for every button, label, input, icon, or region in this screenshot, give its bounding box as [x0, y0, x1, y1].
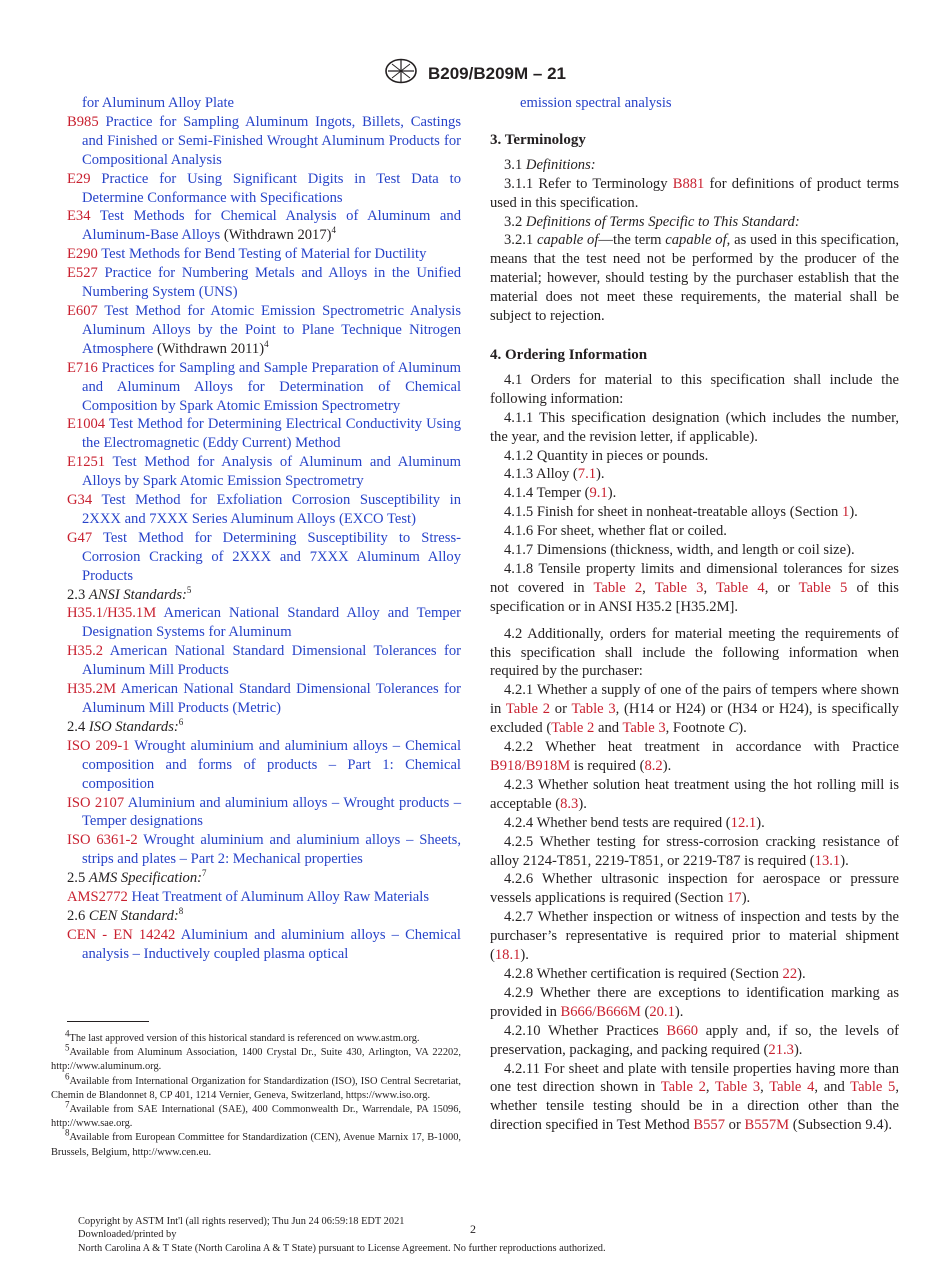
ref-link[interactable]: B881	[672, 175, 705, 192]
table-link[interactable]: Table 2	[551, 720, 595, 737]
footnote-item	[51, 1071, 461, 1103]
section-4-heading: 4. Ordering Information	[490, 346, 648, 363]
page-number: 2	[470, 1222, 476, 1236]
para-4-1-2: 4.1.2 Quantity in pieces or pounds.	[504, 447, 709, 464]
footer-downloaded: Downloaded/printed by	[78, 1229, 177, 1241]
ref-continuation[interactable]: for Aluminum Alloy Plate	[82, 95, 235, 111]
reference-title[interactable]: Practice for Numbering Metals and Alloys in the Unified Numbering System (UNS)	[82, 265, 461, 301]
reference-title[interactable]: Wrought aluminium and aluminium alloys – Chemical composition and forms of products – Part 1: Chemical composition	[82, 737, 462, 792]
para-4-2-2: 4.2.2 Whether heat treatment in accordance with Practice B918/B918M is required (8.2).	[490, 739, 899, 774]
reference-entry	[67, 642, 461, 680]
section-link[interactable]: 20.1	[649, 1003, 675, 1020]
reference-code[interactable]: G34	[67, 492, 93, 509]
footnote-number: 6	[65, 1071, 70, 1082]
reference-title[interactable]: Heat Treatment of Aluminum Alloy Raw Materials	[131, 889, 430, 906]
para-4-2-10: 4.2.10 Whether Practices B660 apply and, if so, the levels of preservation, packaging, and packing required (21.3).	[490, 1022, 900, 1058]
reference-title[interactable]: American National Standard Dimensional Tolerances for Aluminum Mill Products (Metric)	[82, 681, 462, 716]
para-4-1-8: 4.1.8 Tensile property limits and dimensional tolerances for sizes not covered in Table 2, Table 3, Table 4, or Table 5 of this specification or in ANSI H35.2 [H35.2M].	[490, 560, 899, 615]
reference-title[interactable]: American National Standard Alloy and Temper Designation Systems for Aluminum	[82, 605, 462, 641]
reference-entry	[67, 264, 461, 302]
footnote-rule	[67, 1021, 149, 1022]
table-link[interactable]: Table 3	[571, 701, 616, 718]
section-2-3: 2.3 ANSI Standards:$^5$	[67, 584, 192, 603]
reference-title[interactable]: Test Methods for Bend Testing of Material for Ductility	[101, 246, 427, 263]
reference-title[interactable]: Practices for Sampling and Sample Preparation of Aluminum and Aluminum Alloys for Determination of Chemical Composition by Spark Atomic Emission Spectrometry	[82, 359, 461, 414]
reference-entry	[67, 170, 461, 208]
ref-link[interactable]: B660	[666, 1022, 699, 1039]
reference-entry	[67, 680, 461, 718]
section-link[interactable]: 9.1	[589, 485, 608, 502]
reference-entry	[67, 926, 461, 964]
footnote-number: 5	[65, 1042, 70, 1053]
section-link[interactable]: 8.2	[644, 758, 663, 774]
reference-entry	[67, 415, 461, 453]
footnote-item	[51, 1099, 461, 1131]
reference-title[interactable]: Test Method for Determining Electrical Conductivity Using the Electromagnetic (Eddy Current) Method	[82, 416, 462, 452]
section-link[interactable]: 13.1	[814, 852, 841, 869]
table-link[interactable]: Table 3	[654, 579, 704, 596]
footnote-text: The last approved version of this historical standard is referenced on www.astm.org.	[69, 1033, 420, 1044]
reference-code[interactable]: E290	[67, 246, 98, 263]
reference-code[interactable]: E607	[67, 302, 98, 319]
reference-note: (Withdrawn 2017)	[220, 227, 332, 244]
ref-link[interactable]: B918/B918M	[490, 758, 571, 774]
footnote-text: Available from International Organization for Standardization (ISO), ISO Central Secretariat, Chemin de Blandonnet 8, CP 401, 1214 Vernier, Geneva, Switzerland, https://www.iso.org.	[51, 1075, 461, 1101]
reference-entry	[67, 207, 461, 245]
para-4-2-6: 4.2.6 Whether ultrasonic inspection for aerospace or pressure vessels applications is required (Section 17).	[490, 871, 899, 907]
footnote-number: 7	[65, 1099, 70, 1110]
para-4-2-9: 4.2.9 Whether there are exceptions to identification marking as provided in B666/B666M (20.1).	[490, 984, 899, 1020]
table-link[interactable]: Table 2	[593, 579, 643, 596]
para-4-1-1: 4.1.1 This specification designation (which includes the number, the year, and the revision letter, if applicable).	[490, 409, 899, 445]
section-link[interactable]: 22	[782, 965, 798, 982]
left-column	[67, 94, 461, 964]
section-link[interactable]: 7.1	[577, 466, 597, 483]
ref-continuation-right[interactable]: emission spectral analysis	[520, 95, 672, 111]
reference-title[interactable]: Test Method for Determining Susceptibility to Stress-Corrosion Cracking of 2XXX and 7XXX Aluminum Alloy Products	[82, 529, 461, 584]
reference-entry	[67, 529, 461, 586]
footnote-text: Available from European Committee for Standardization (CEN), Avenue Marnix 17, B-1000, Brussels, Belgium, http://www.cen.eu.	[51, 1132, 461, 1158]
table-link[interactable]: Table 3	[622, 720, 666, 737]
reference-title[interactable]: American National Standard Dimensional Tolerances for Aluminum Mill Products	[82, 643, 462, 679]
reference-code[interactable]: E1004	[67, 416, 106, 433]
footnote-item	[51, 1028, 461, 1046]
section-link[interactable]: 17	[727, 890, 742, 907]
ref-link[interactable]: B666/B666M	[560, 1003, 641, 1020]
reference-note: (Withdrawn 2011)	[153, 340, 265, 357]
reference-code[interactable]: ISO 209-1	[67, 737, 130, 754]
reference-code[interactable]: CEN - EN 14242	[67, 926, 176, 943]
reference-entry	[67, 604, 461, 642]
table-link[interactable]: Table 3	[714, 1079, 761, 1096]
para-4-1-4: 4.1.4 Temper (9.1).	[504, 485, 617, 502]
footnote-text: Available from SAE International (SAE), 400 Commonwealth Dr., Warrendale, PA 15096, http://www.sae.org.	[51, 1104, 461, 1130]
reference-title[interactable]: Aluminium and aluminium alloys – Chemical analysis – Inductively coupled plasma optical	[82, 926, 461, 962]
reference-code[interactable]: G47	[67, 529, 93, 546]
reference-code[interactable]: B985	[67, 113, 99, 130]
reference-entry	[67, 245, 461, 264]
section-link[interactable]: 8.3	[560, 795, 579, 812]
para-4-2-3: 4.2.3 Whether solution heat treatment using the hot rolling mill is acceptable (8.3).	[490, 776, 899, 812]
reference-code[interactable]: E527	[67, 265, 98, 282]
ref-link[interactable]: B557M	[744, 1117, 790, 1134]
reference-code[interactable]: H35.2M	[67, 681, 117, 698]
reference-title[interactable]: Aluminium and aluminium alloys – Wrought products – Temper designations	[82, 794, 462, 830]
reference-title[interactable]: Test Method for Exfoliation Corrosion Susceptibility in 2XXX and 7XXX Series Aluminum Alloys (EXCO Test)	[82, 492, 462, 527]
table-link[interactable]: Table 2	[505, 701, 551, 718]
section-2-4: 2.4 ISO Standards:$^6$	[67, 717, 184, 735]
right-column	[490, 94, 899, 1135]
para-4-2-1: 4.2.1 Whether a supply of one of the pairs of tempers where shown in Table 2 or Table 3, (H14 or H24) or (H34 or H24), is specifically excluded (Table 2 and Table 3, Footnote C).	[490, 682, 899, 737]
reference-title[interactable]: Wrought aluminium and aluminium alloys – Sheets, strips and plates – Part 2: Mechanical properties	[82, 832, 462, 868]
reference-code[interactable]: H35.2	[67, 643, 104, 660]
section-link[interactable]: 18.1	[494, 947, 521, 964]
reference-code[interactable]: E34	[67, 208, 91, 225]
para-3-1: 3.1 Definitions:	[504, 156, 596, 173]
reference-entry	[67, 794, 461, 832]
page-footer	[78, 1215, 898, 1255]
reference-entry	[67, 302, 461, 359]
para-3-1-1: 3.1.1 Refer to Terminology B881 for definitions of product terms used in this specification.	[490, 175, 899, 211]
footnote-number: 4	[65, 1028, 70, 1039]
para-4-2-7: 4.2.7 Whether inspection or witness of inspection and tests by the purchaser’s representative is required prior to material shipment (18.1).	[490, 909, 899, 964]
footnote-item	[51, 1042, 461, 1074]
reference-title[interactable]: Practice for Sampling Aluminum Ingots, Billets, Castings and Finished or Semi-Finished Wrought Aluminum Products for Compositional Analysis	[82, 113, 462, 168]
reference-code[interactable]: ISO 6361-2	[67, 832, 138, 849]
footer-license: North Carolina A & T State (North Carolina A & T State) pursuant to License Agreement. No further reproductions authorized.	[78, 1242, 606, 1254]
para-3-2: 3.2 Definitions of Terms Specific to This Standard:	[504, 213, 800, 230]
reference-title[interactable]: Test Method for Analysis of Aluminum and Aluminum Alloys by Spark Atomic Emission Spectrometry	[82, 454, 462, 490]
standard-designation: B209/B209M – 21	[428, 63, 566, 83]
reference-entry	[67, 453, 461, 491]
para-4-2-4: 4.2.4 Whether bend tests are required (12.1).	[504, 814, 765, 831]
reference-entry	[67, 831, 461, 869]
para-4-2-11: 4.2.11 For sheet and plate with tensile properties having more than one test direction shown in Table 2, Table 3, Table 4, and Table 5, whether tensile testing should be in a direction other than the direction specified in Test Method B557 or B557M (Subsection 9.4).	[490, 1060, 899, 1134]
table-link[interactable]: Table 4	[716, 579, 765, 596]
section-2-6: 2.6 CEN Standard:$^8$	[67, 906, 184, 924]
footnote-text: Available from Aluminum Association, 1400 Crystal Dr., Suite 430, Arlington, VA 22202, http://www.aluminum.org.	[51, 1047, 461, 1073]
page-header	[0, 58, 950, 89]
reference-title[interactable]: Test Methods for Chemical Analysis of Aluminum and Aluminum-Base Alloys	[82, 208, 461, 244]
para-4-1-7: 4.1.7 Dimensions (thickness, width, and length or coil size).	[504, 542, 855, 559]
para-4-1-3: 4.1.3 Alloy (7.1).	[504, 466, 605, 483]
reference-title[interactable]: Practice for Using Significant Digits in Test Data to Determine Conformance with Specifications	[82, 170, 461, 206]
reference-entry	[67, 113, 461, 170]
para-4-2-5: 4.2.5 Whether testing for stress-corrosion cracking resistance of alloy 2124-T851, 2219-T851, or 2219-T87 is required (13.1).	[490, 833, 899, 869]
footnote-marker: 4	[264, 338, 269, 349]
reference-entry	[67, 359, 461, 416]
para-4-2-8: 4.2.8 Whether certification is required (Section 22).	[504, 965, 806, 982]
section-link[interactable]: 21.3	[768, 1041, 794, 1058]
footnote-number: 8	[65, 1127, 70, 1138]
reference-code[interactable]: AMS2772	[67, 889, 128, 906]
table-link[interactable]: Table 5	[850, 1079, 896, 1096]
section-link[interactable]: 12.1	[730, 814, 757, 831]
table-link[interactable]: Table 2	[660, 1079, 706, 1096]
para-4-2: 4.2 Additionally, orders for material meeting the requirements of this specification shall include the following information when required by the purchaser:	[490, 625, 899, 680]
reference-code[interactable]: E716	[67, 359, 98, 376]
reference-title[interactable]: Test Method for Atomic Emission Spectrometric Analysis Aluminum Alloys by the Point to Plane Technique Nitrogen Atmosphere	[82, 302, 461, 357]
table-link[interactable]: Table 4	[769, 1079, 815, 1096]
reference-entry	[67, 888, 461, 907]
reference-code[interactable]: E1251	[67, 454, 106, 471]
para-4-1: 4.1 Orders for material to this specification shall include the following information:	[490, 371, 899, 407]
para-4-1-5: 4.1.5 Finish for sheet in nonheat-treatable alloys (Section 1).	[504, 504, 858, 521]
table-link[interactable]: Table 5	[798, 579, 848, 596]
reference-code[interactable]: H35.1/H35.1M	[67, 605, 157, 622]
ref-link[interactable]: B557	[693, 1117, 726, 1134]
section-3-heading: 3. Terminology	[490, 131, 586, 148]
footnotes	[51, 1028, 461, 1160]
para-4-1-6: 4.1.6 For sheet, whether flat or coiled.	[504, 523, 727, 540]
reference-code[interactable]: E29	[67, 170, 91, 187]
reference-entry	[67, 737, 461, 794]
reference-code[interactable]: ISO 2107	[67, 794, 125, 811]
footer-copyright: Copyright by ASTM Int'l (all rights reserved); Thu Jun 24 06:59:18 EDT 2021	[78, 1216, 405, 1227]
footnote-item	[51, 1127, 461, 1159]
section-2-5: 2.5 AMS Specification:$^7$	[67, 868, 207, 887]
astm-logo-icon	[384, 58, 418, 89]
footnote-marker: 4	[331, 225, 337, 236]
section-link[interactable]: 1	[842, 504, 850, 521]
para-3-2-1: 3.2.1 capable of—the term capable of, as used in this specification, means that the test need not be performed by the producer of the material; however, should testing by the purchaser establish that the material does not meet these requirements, the material shall be subject to rejection.	[490, 232, 900, 325]
reference-entry	[67, 491, 461, 529]
